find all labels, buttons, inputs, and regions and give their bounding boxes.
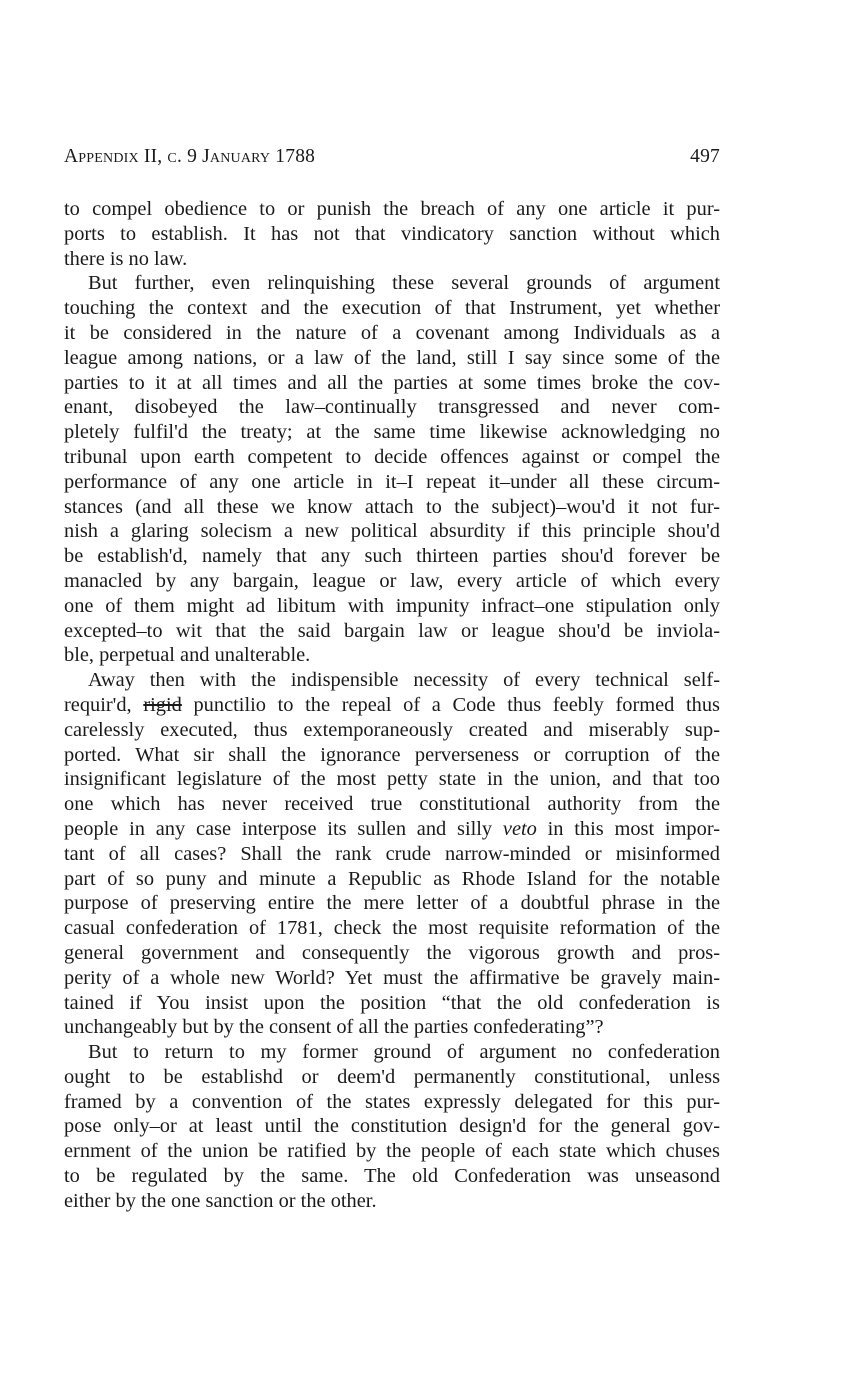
text-line: parties to it at all times and all the parties at some times broke the cov- [64,371,720,394]
running-title: Appendix II, c. 9 January 1788 [64,146,316,167]
text-line: performance of any one article in it–I repeat it–under all these circum- [64,470,720,493]
text-line: casual confederation of 1781, check the most requisite reformation of the [64,917,720,940]
text-line: league among nations, or a law of the land, still I say since some of the [64,346,720,369]
text-line: But to return to my former ground of argument no confederation [88,1041,720,1064]
text-line: perity of a whole new World? Yet must the affirmative be gravely main- [64,966,720,989]
text-line: general government and consequently the vigorous growth and pros- [64,941,720,964]
text-line: ble, perpetual and unalterable. [64,644,311,667]
text-line: Away then with the indispensible necessity of every technical self- [88,669,720,692]
text-line: tant of all cases? Shall the rank crude narrow-minded or misinformed [64,842,720,865]
text-line: stances (and all these we know attach to the subject)–wou'd it not fur- [64,495,720,518]
text-line: one which has never received true constitutional authority from the [64,793,720,816]
text-line: be establish'd, namely that any such thirteen parties shou'd forever be [64,545,720,568]
text-line: But further, even relinquishing these several grounds of argument [88,272,720,295]
text-line: manacled by any bargain, league or law, every article of which every [64,569,720,592]
text-line: nish a glaring solecism a new political absurdity if this principle shou'd [64,520,720,543]
text-line: ernment of the union be ratified by the people of each state which chuses [64,1140,720,1163]
text-fragment: people in any case interpose its sullen and silly [64,817,503,840]
text-fragment: in this most impor- [536,817,720,840]
text-line [64,693,720,718]
body-text [64,197,720,1214]
text-line: carelessly executed, thus extemporaneously created and miserably sup- [64,718,720,741]
text-line: ought to be establishd or deem'd permanently constitutional, unless [64,1065,720,1088]
text-line: tribunal upon earth competent to decide offences against or compel the [64,445,720,468]
text-fragment: punctilio to the repeal of a Code thus feebly formed thus [181,693,720,716]
text-line: part of so puny and minute a Republic as Rhode Island for the notable [64,867,720,890]
text-line: one of them might ad libitum with impunity infract–one stipulation only [64,594,720,617]
text-line: to be regulated by the same. The old Confederation was unseasond [64,1165,720,1188]
page-number: 497 [690,146,720,167]
text-line: ported. What sir shall the ignorance perverseness or corruption of the [64,743,720,766]
text-line: pose only–or at least until the constitution design'd for the general gov- [64,1115,720,1138]
text-line [64,817,720,842]
text-line: it be considered in the nature of a covenant among Individuals as a [64,321,720,344]
running-head [64,146,720,170]
text-line: purpose of preserving entire the mere letter of a doubtful phrase in the [64,892,720,915]
text-fragment: requir'd, [64,693,144,716]
text-line: insignificant legislature of the most petty state in the union, and that too [64,768,720,791]
text-line: pletely fulfil'd the treaty; at the same time likewise acknowledging no [64,421,720,444]
text-line: to compel obedience to or punish the breach of any one article it pur- [64,198,720,220]
text-line: either by the one sanction or the other. [64,1189,377,1212]
text-line: excepted–to wit that the said bargain law or league shou'd be inviola- [64,619,720,642]
text-line: framed by a convention of the states expressly delegated for this pur- [64,1090,720,1113]
text-line: unchangeably but by the consent of all the parties confederating”? [64,1016,604,1039]
struck-word: rigid [143,693,182,716]
text-line: touching the context and the execution of that Instrument, yet whether [64,297,720,320]
text-line: ports to establish. It has not that vindicatory sanction without which [64,222,720,245]
text-line: there is no law. [64,247,188,270]
text-line: enant, disobeyed the law–continually transgressed and never com- [64,396,720,419]
italic-word: veto [502,817,537,840]
text-line: tained if You insist upon the position “that the old confederation is [64,991,720,1014]
